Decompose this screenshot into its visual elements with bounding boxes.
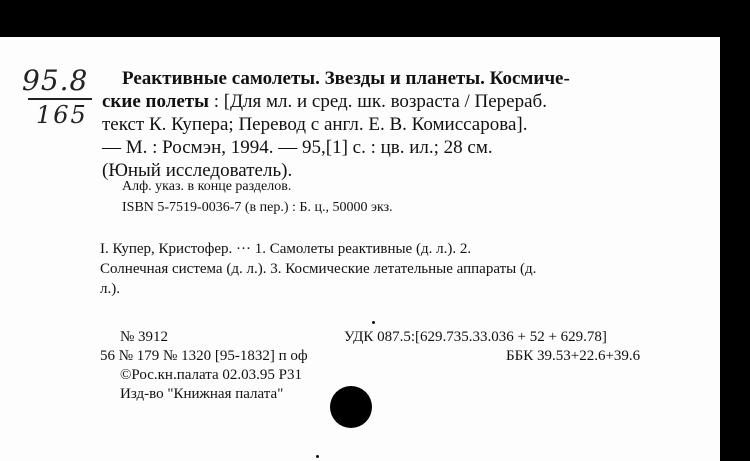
record-number: № 3912 [120,329,169,345]
description-line-3: текст К. Купера; Перевод с англ. Е. В. Комиссарова]. [102,114,528,135]
copyright-line: ©Рос.кн.палата 02.03.95 Р31 [120,367,303,383]
title-part: ские полеты [102,91,209,112]
subject-tracings [100,239,672,299]
note-index: Алф. указ. в конце разделов. [122,179,292,194]
note-isbn: ISBN 5-7519-0036-7 (в пер.) : Б. ц., 50000 экз. [122,200,393,215]
punch-hole [330,386,372,428]
shelf-mark-bottom: 165 [36,101,88,129]
publisher-line: Изд-во "Книжная палата" [120,386,284,402]
title-part: Реактивные самолеты. Звезды и планеты. Космиче- [122,68,570,89]
catalog-card [0,37,720,461]
description-line-2: ские полеты : [Для мл. и сред. шк. возраста / Перераб. [102,91,547,112]
tracing-line-2: Солнечная система (д. л.). 3. Космические летательные аппараты (д. [100,261,537,277]
udk-classification: УДК 087.5:[629.735.33.036 + 52 + 629.78] [344,329,607,345]
bibliographic-description [102,67,672,182]
tracing-line-1: I. Купер, Кристофер. ··· 1. Самолеты реактивные (д. л.). 2. [100,241,472,257]
description-line-4: — М. : Росмэн, 1994. — 95,[1] с. : цв. ил.; 28 см. [102,137,493,158]
bbk-classification: ББК 39.53+22.6+39.6 [506,348,641,364]
registration-line: 56 № 179 № 1320 [95-1832] п оф [100,348,308,364]
description-line-1 [102,67,672,90]
ink-speck [316,455,319,458]
tracing-line-3: л.). [100,281,120,297]
ink-speck [372,321,375,324]
shelf-mark-rule [28,98,92,100]
shelf-mark-top: 95.8 [22,64,89,97]
description-line-5: (Юный исследователь). [102,160,293,181]
